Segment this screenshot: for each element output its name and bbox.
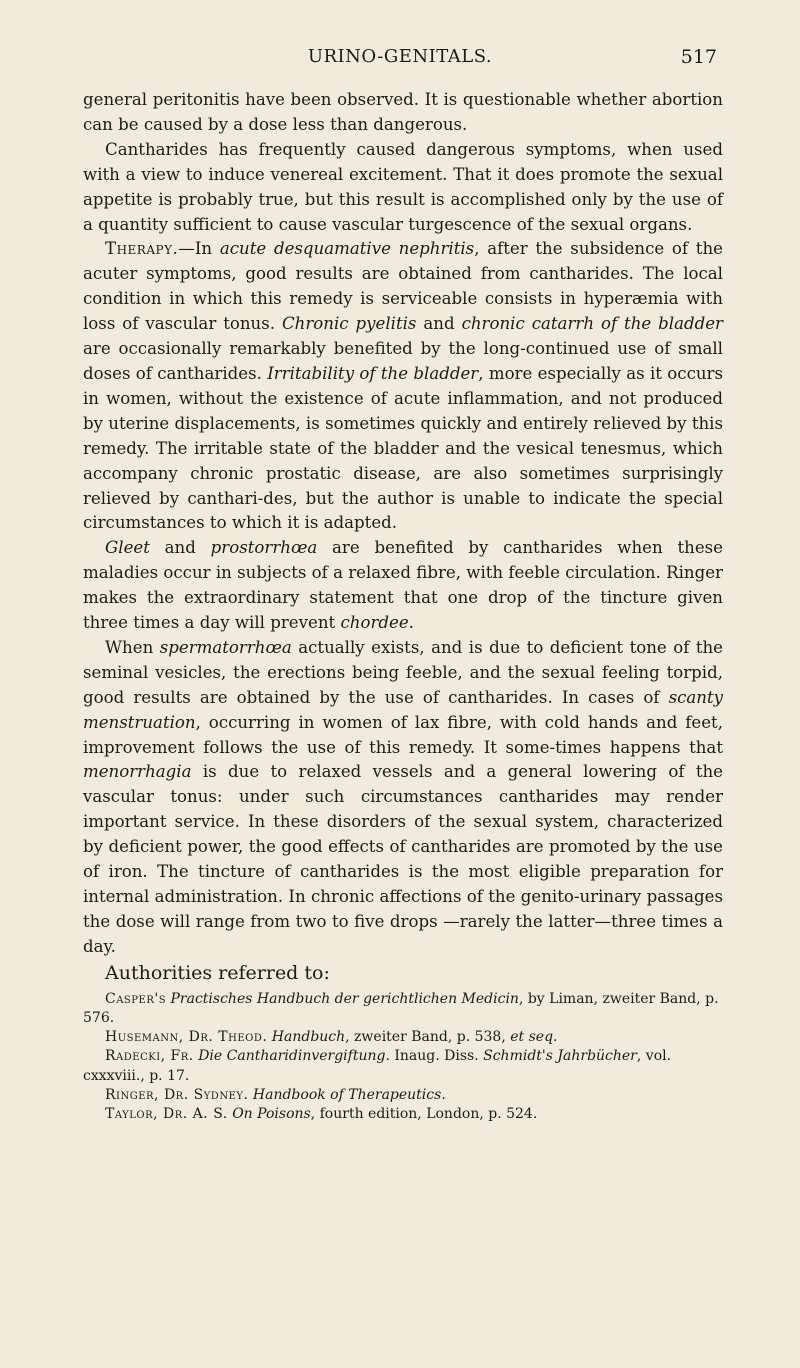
body-text — [83, 88, 723, 1124]
page-number: 517 — [680, 46, 717, 68]
paragraph-2: Cantharides has frequently caused dangerous symptoms, when used with a view to induce venereal excitement. That it does promote the sexual appetite is probably true, but this result is accomplished only by the use of a quantity sufficient to cause vascular turgescence of the sexual organs. — [83, 139, 723, 234]
ref-extra: Schmidt's Jahrbücher — [483, 1048, 637, 1065]
reference-item — [83, 1105, 723, 1124]
italic-term: spermatorrhœa — [159, 637, 292, 657]
ref-author: Ringer, Dr. Sydney. — [105, 1086, 249, 1103]
text-run: are benefited by cantharides when these maladies occur in subjects of a relaxed fibre, with feeble circulation. Ringer makes the extraordinary statement that one drop of the tincture given three times a day will prevent — [83, 538, 723, 633]
paragraph-spermatorrhoea — [83, 636, 723, 960]
text-run: When — [105, 637, 160, 657]
ref-title: Handbuch — [271, 1029, 346, 1046]
italic-term: scanty menstruation — [83, 687, 723, 732]
text-run: , after the subsidence of the acuter symptoms, good results are obtained from cantharides. The local condition in which this remedy is serviceable consists in hyperæmia with loss of vascular tonus. — [83, 239, 723, 334]
ref-rest: , fourth edition, London, p. 524. — [310, 1105, 538, 1122]
ref-title: Practisches Handbuch der gerichtlichen Medicin — [170, 990, 519, 1007]
italic-term: Chronic pyelitis — [281, 314, 417, 334]
ref-rest: . — [441, 1086, 446, 1103]
text-run: —In — [178, 239, 220, 259]
running-head: URINO-GENITALS. — [307, 46, 493, 67]
ref-title: Die Cantharidinvergiftung — [198, 1048, 386, 1065]
ref-title: On Poisons — [232, 1105, 311, 1122]
ref-title: Handbook of Therapeutics — [252, 1086, 442, 1103]
ref-rest: . Inaug. Diss. — [385, 1048, 484, 1065]
text-run: and — [149, 538, 211, 558]
therapy-heading: Therapy. — [105, 239, 179, 259]
text-run: actually exists, and is due to deficient tone of the seminal vesicles, the erections being feeble, and the sexual feeling torpid, good results are obtained by the use of cantharides. In cases of — [83, 637, 723, 707]
paragraph-1: general peritonitis have been observed. It is questionable whether abortion can be caused by a dose less than dangerous. — [83, 90, 723, 134]
ref-end: , vol. cxxxviii., p. 17. — [83, 1048, 672, 1084]
italic-term: acute desquamative nephritis — [219, 239, 475, 259]
text-run: . — [408, 613, 414, 633]
italic-term: menorrhagia — [83, 762, 192, 782]
italic-term: Gleet — [105, 538, 150, 558]
text-run: and — [416, 314, 462, 334]
italic-term: chronic catarrh of the bladder — [461, 314, 723, 334]
paragraph-gleet — [83, 536, 723, 636]
text-run: , occurring in women of lax fibre, with cold hands and feet, improvement follows the use of this remedy. It some-times happens that — [83, 712, 723, 757]
ref-author: Husemann, Dr. Theod. — [105, 1029, 268, 1046]
paragraph-therapy — [83, 237, 723, 536]
ref-author: Taylor, Dr. A. S. — [105, 1105, 228, 1122]
text-run: , more especially as it occurs in women, without the existence of acute inflammation, and not produced by uterine displacements, is sometimes quickly and entirely relieved by this remedy. The irritable state of the bladder and the vesical tenesmus, which accompany chronic prostatic disease, are also sometimes surprisingly relieved by canthari-des, but the author is unable to indicate the special circumstances to which it is adapted. — [83, 363, 724, 533]
italic-term: chordee — [340, 613, 409, 633]
ref-extra: et seq — [510, 1029, 554, 1046]
text-run: is due to relaxed vessels and a general lowering of the vascular tonus: under such circumstances cantharides may render important service. In these disorders of the sexual system, characterized by deficient power, the good effects of cantharides are promoted by the use of iron. The tincture of cantharides is the most eligible preparation for internal administration. In chronic affections of the genito-urinary passages the dose will range from two to five drops —rarely the latter—three times a day. — [83, 762, 723, 956]
reference-list — [83, 990, 723, 1124]
reference-item — [83, 1047, 723, 1085]
reference-item — [83, 990, 723, 1028]
reference-item — [83, 1086, 723, 1105]
page-header — [0, 46, 800, 76]
ref-author: Radecki, Fr. — [105, 1048, 194, 1065]
italic-term: prostorrhœa — [210, 538, 318, 558]
ref-author: Casper's — [105, 990, 167, 1007]
reference-item — [83, 1028, 723, 1047]
ref-rest: , zweiter Band, p. 538, — [345, 1029, 511, 1046]
text-run: are occasionally remarkably benefited by the long-continued use of small doses of cantharides. — [83, 339, 723, 383]
ref-end: . — [553, 1029, 558, 1046]
ref-rest: , by Liman, zweiter Band, p. 576. — [83, 990, 719, 1026]
italic-term: Irritability of the bladder — [267, 363, 479, 383]
authorities-title: Authorities referred to: — [105, 961, 330, 984]
